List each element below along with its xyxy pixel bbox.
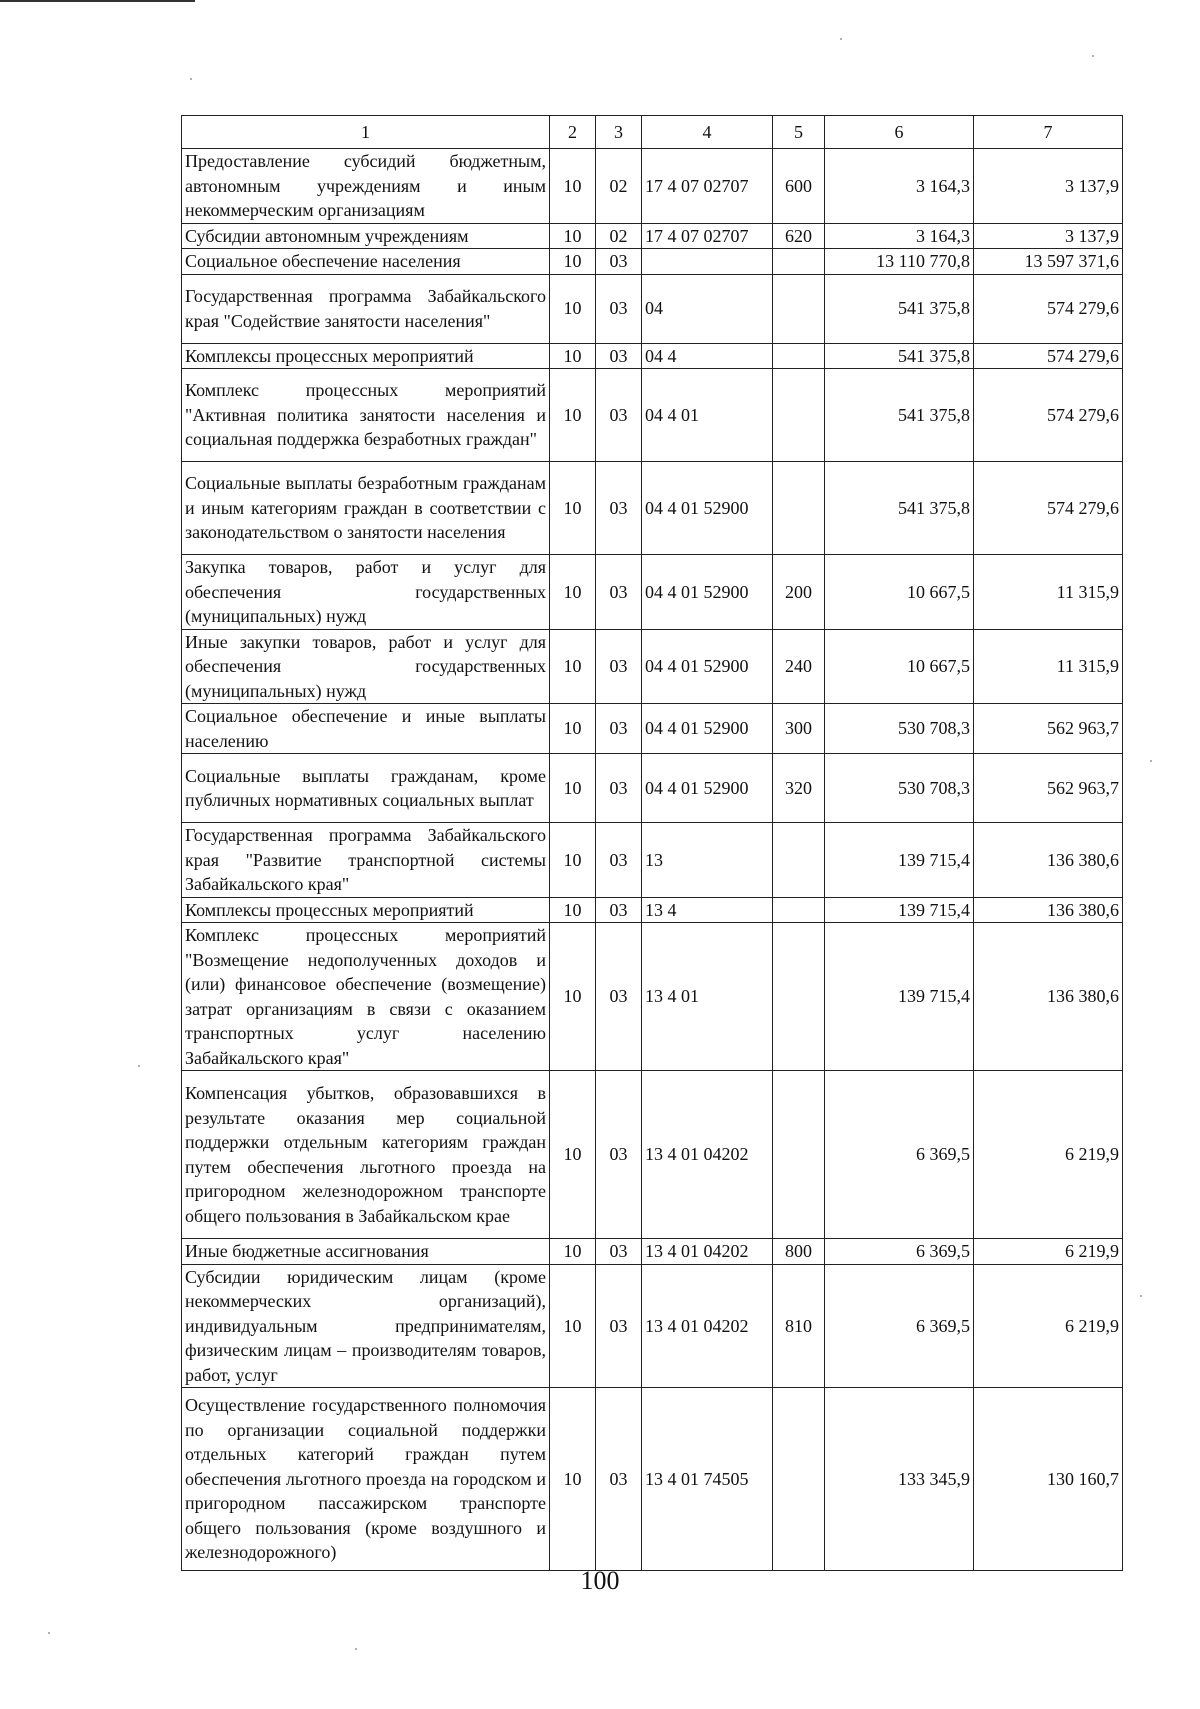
target-item-code-cell: 13 4 01 04202: [642, 1264, 773, 1388]
target-item-code-cell: 04 4 01 52900: [642, 754, 773, 823]
row-name-cell: Осуществление государственного полномочия по организации социальной поддержки отдельных категорий граждан путем обеспечения льготного проезда на городском и пригородном пассажирском транспорте общего пользования (кроме воздушного и железнодорожного): [182, 1388, 550, 1571]
section-code-cell: 10: [550, 555, 596, 630]
section-code-cell: 10: [550, 823, 596, 898]
amount-year1-cell: 541 375,8: [825, 274, 974, 343]
expense-type-code-cell: [773, 897, 825, 923]
target-item-code-cell: 13 4: [642, 897, 773, 923]
target-item-code-cell: 13 4 01 04202: [642, 1071, 773, 1239]
section-code-cell: 10: [550, 343, 596, 369]
amount-year1-cell: 139 715,4: [825, 923, 974, 1071]
expense-type-code-cell: 240: [773, 629, 825, 704]
expense-type-code-cell: [773, 462, 825, 555]
amount-year2-cell: 574 279,6: [974, 274, 1123, 343]
scan-speck: [1140, 1295, 1142, 1297]
table-row: [182, 369, 1123, 462]
target-item-code-cell: 17 4 07 02707: [642, 223, 773, 249]
amount-year2-cell: 11 315,9: [974, 629, 1123, 704]
subsection-code-cell: 02: [596, 149, 642, 224]
table-row: [182, 223, 1123, 249]
subsection-code-cell: 03: [596, 754, 642, 823]
expense-type-code-cell: 320: [773, 754, 825, 823]
section-code-cell: 10: [550, 754, 596, 823]
table-header-row: [182, 116, 1123, 149]
amount-year2-cell: 136 380,6: [974, 923, 1123, 1071]
section-code-cell: 10: [550, 149, 596, 224]
amount-year2-cell: 6 219,9: [974, 1264, 1123, 1388]
amount-year2-cell: 574 279,6: [974, 462, 1123, 555]
budget-table: [181, 115, 1123, 1571]
scan-speck: [840, 38, 842, 40]
subsection-code-cell: 03: [596, 369, 642, 462]
amount-year1-cell: 139 715,4: [825, 897, 974, 923]
expense-type-code-cell: [773, 1388, 825, 1571]
amount-year1-cell: 530 708,3: [825, 754, 974, 823]
header-cell: 1: [182, 116, 550, 149]
table-row: [182, 897, 1123, 923]
amount-year1-cell: 6 369,5: [825, 1071, 974, 1239]
table-row: [182, 462, 1123, 555]
row-name-cell: Государственная программа Забайкальского края "Развитие транспортной системы Забайкальского края": [182, 823, 550, 898]
amount-year2-cell: 562 963,7: [974, 704, 1123, 754]
amount-year2-cell: 136 380,6: [974, 897, 1123, 923]
table-row: [182, 754, 1123, 823]
expense-type-code-cell: 600: [773, 149, 825, 224]
amount-year2-cell: 3 137,9: [974, 223, 1123, 249]
target-item-code-cell: 04 4 01 52900: [642, 629, 773, 704]
amount-year1-cell: 541 375,8: [825, 369, 974, 462]
row-name-cell: Комплексы процессных мероприятий: [182, 343, 550, 369]
expense-type-code-cell: [773, 369, 825, 462]
target-item-code-cell: 04: [642, 274, 773, 343]
header-cell: 2: [550, 116, 596, 149]
scan-speck: [355, 1648, 357, 1650]
row-name-cell: Иные бюджетные ассигнования: [182, 1239, 550, 1265]
table-row: [182, 704, 1123, 754]
scan-speck: [190, 78, 192, 80]
section-code-cell: 10: [550, 369, 596, 462]
header-cell: 4: [642, 116, 773, 149]
target-item-code-cell: 13: [642, 823, 773, 898]
row-name-cell: Социальное обеспечение и иные выплаты населению: [182, 704, 550, 754]
scan-speck: [138, 1065, 140, 1067]
amount-year2-cell: 6 219,9: [974, 1071, 1123, 1239]
table-row: [182, 823, 1123, 898]
amount-year2-cell: 574 279,6: [974, 369, 1123, 462]
section-code-cell: 10: [550, 1071, 596, 1239]
subsection-code-cell: 03: [596, 1071, 642, 1239]
expense-type-code-cell: 800: [773, 1239, 825, 1265]
header-cell: 3: [596, 116, 642, 149]
amount-year1-cell: 541 375,8: [825, 343, 974, 369]
expense-type-code-cell: [773, 923, 825, 1071]
subsection-code-cell: 03: [596, 1264, 642, 1388]
expense-type-code-cell: [773, 343, 825, 369]
amount-year1-cell: 6 369,5: [825, 1264, 974, 1388]
row-name-cell: Государственная программа Забайкальского края "Содействие занятости населения": [182, 274, 550, 343]
table-row: [182, 274, 1123, 343]
subsection-code-cell: 03: [596, 555, 642, 630]
subsection-code-cell: 03: [596, 897, 642, 923]
table-body: [182, 149, 1123, 1571]
amount-year1-cell: 133 345,9: [825, 1388, 974, 1571]
target-item-code-cell: 17 4 07 02707: [642, 149, 773, 224]
amount-year2-cell: 136 380,6: [974, 823, 1123, 898]
table-row: [182, 249, 1123, 275]
header-cell: 5: [773, 116, 825, 149]
amount-year2-cell: 11 315,9: [974, 555, 1123, 630]
page-number: 100: [580, 1566, 620, 1595]
table-row: [182, 1071, 1123, 1239]
subsection-code-cell: 03: [596, 249, 642, 275]
section-code-cell: 10: [550, 462, 596, 555]
table-row: [182, 629, 1123, 704]
amount-year1-cell: 530 708,3: [825, 704, 974, 754]
subsection-code-cell: 03: [596, 823, 642, 898]
target-item-code-cell: 04 4 01 52900: [642, 462, 773, 555]
row-name-cell: Социальные выплаты гражданам, кроме публичных нормативных социальных выплат: [182, 754, 550, 823]
table-row: [182, 149, 1123, 224]
row-name-cell: Комплекс процессных мероприятий "Активная политика занятости населения и социальная поддержка безработных граждан": [182, 369, 550, 462]
target-item-code-cell: 04 4 01 52900: [642, 704, 773, 754]
target-item-code-cell: 13 4 01: [642, 923, 773, 1071]
row-name-cell: Комплекс процессных мероприятий "Возмещение недополученных доходов и (или) финансовое обеспечение (возмещение) затрат организациям в связи с оказанием транспортных услуг населению Забайкальского края": [182, 923, 550, 1071]
subsection-code-cell: 03: [596, 462, 642, 555]
expense-type-code-cell: 300: [773, 704, 825, 754]
subsection-code-cell: 02: [596, 223, 642, 249]
header-cell: 6: [825, 116, 974, 149]
row-name-cell: Субсидии юридическим лицам (кроме некоммерческих организаций), индивидуальным предпринимателям, физическим лицам – производителям товаров, работ, услуг: [182, 1264, 550, 1388]
amount-year2-cell: 574 279,6: [974, 343, 1123, 369]
scan-speck: [1092, 55, 1094, 57]
amount-year1-cell: 13 110 770,8: [825, 249, 974, 275]
subsection-code-cell: 03: [596, 343, 642, 369]
amount-year2-cell: 562 963,7: [974, 754, 1123, 823]
table-row: [182, 923, 1123, 1071]
table-row: [182, 1264, 1123, 1388]
row-name-cell: Закупка товаров, работ и услуг для обеспечения государственных (муниципальных) нужд: [182, 555, 550, 630]
section-code-cell: 10: [550, 923, 596, 1071]
section-code-cell: 10: [550, 223, 596, 249]
table-row: [182, 555, 1123, 630]
expense-type-code-cell: [773, 1071, 825, 1239]
subsection-code-cell: 03: [596, 1239, 642, 1265]
section-code-cell: 10: [550, 1388, 596, 1571]
target-item-code-cell: 04 4 01: [642, 369, 773, 462]
subsection-code-cell: 03: [596, 1388, 642, 1571]
amount-year1-cell: 139 715,4: [825, 823, 974, 898]
section-code-cell: 10: [550, 629, 596, 704]
section-code-cell: 10: [550, 897, 596, 923]
table-row: [182, 343, 1123, 369]
section-code-cell: 10: [550, 704, 596, 754]
row-name-cell: Социальные выплаты безработным гражданам и иным категориям граждан в соответствии с законодательством о занятости населения: [182, 462, 550, 555]
subsection-code-cell: 03: [596, 923, 642, 1071]
scan-speck: [1150, 760, 1152, 762]
expense-type-code-cell: [773, 249, 825, 275]
row-name-cell: Субсидии автономным учреждениям: [182, 223, 550, 249]
section-code-cell: 10: [550, 1264, 596, 1388]
subsection-code-cell: 03: [596, 704, 642, 754]
scan-speck: [48, 1632, 50, 1634]
amount-year1-cell: 3 164,3: [825, 149, 974, 224]
row-name-cell: Компенсация убытков, образовавшихся в результате оказания мер социальной поддержки отдельным категориям граждан путем обеспечения льготного проезда на пригородном железнодорожном транспорте общего пользования в Забайкальском крае: [182, 1071, 550, 1239]
row-name-cell: Комплексы процессных мероприятий: [182, 897, 550, 923]
amount-year1-cell: 10 667,5: [825, 555, 974, 630]
table-row: [182, 1239, 1123, 1265]
row-name-cell: Иные закупки товаров, работ и услуг для обеспечения государственных (муниципальных) нужд: [182, 629, 550, 704]
amount-year1-cell: 541 375,8: [825, 462, 974, 555]
amount-year2-cell: 6 219,9: [974, 1239, 1123, 1265]
amount-year1-cell: 10 667,5: [825, 629, 974, 704]
table-row: [182, 1388, 1123, 1571]
amount-year2-cell: 3 137,9: [974, 149, 1123, 224]
target-item-code-cell: 04 4 01 52900: [642, 555, 773, 630]
target-item-code-cell: [642, 249, 773, 275]
subsection-code-cell: 03: [596, 274, 642, 343]
section-code-cell: 10: [550, 274, 596, 343]
amount-year2-cell: 130 160,7: [974, 1388, 1123, 1571]
target-item-code-cell: 04 4: [642, 343, 773, 369]
scan-edge-mark: [0, 0, 195, 2]
amount-year1-cell: 3 164,3: [825, 223, 974, 249]
section-code-cell: 10: [550, 1239, 596, 1265]
expense-type-code-cell: 620: [773, 223, 825, 249]
expense-type-code-cell: 200: [773, 555, 825, 630]
amount-year2-cell: 13 597 371,6: [974, 249, 1123, 275]
row-name-cell: Социальное обеспечение населения: [182, 249, 550, 275]
expense-type-code-cell: [773, 274, 825, 343]
header-cell: 7: [974, 116, 1123, 149]
expense-type-code-cell: [773, 823, 825, 898]
row-name-cell: Предоставление субсидий бюджетным, автономным учреждениям и иным некоммерческим организациям: [182, 149, 550, 224]
section-code-cell: 10: [550, 249, 596, 275]
amount-year1-cell: 6 369,5: [825, 1239, 974, 1265]
target-item-code-cell: 13 4 01 74505: [642, 1388, 773, 1571]
target-item-code-cell: 13 4 01 04202: [642, 1239, 773, 1265]
expense-type-code-cell: 810: [773, 1264, 825, 1388]
subsection-code-cell: 03: [596, 629, 642, 704]
